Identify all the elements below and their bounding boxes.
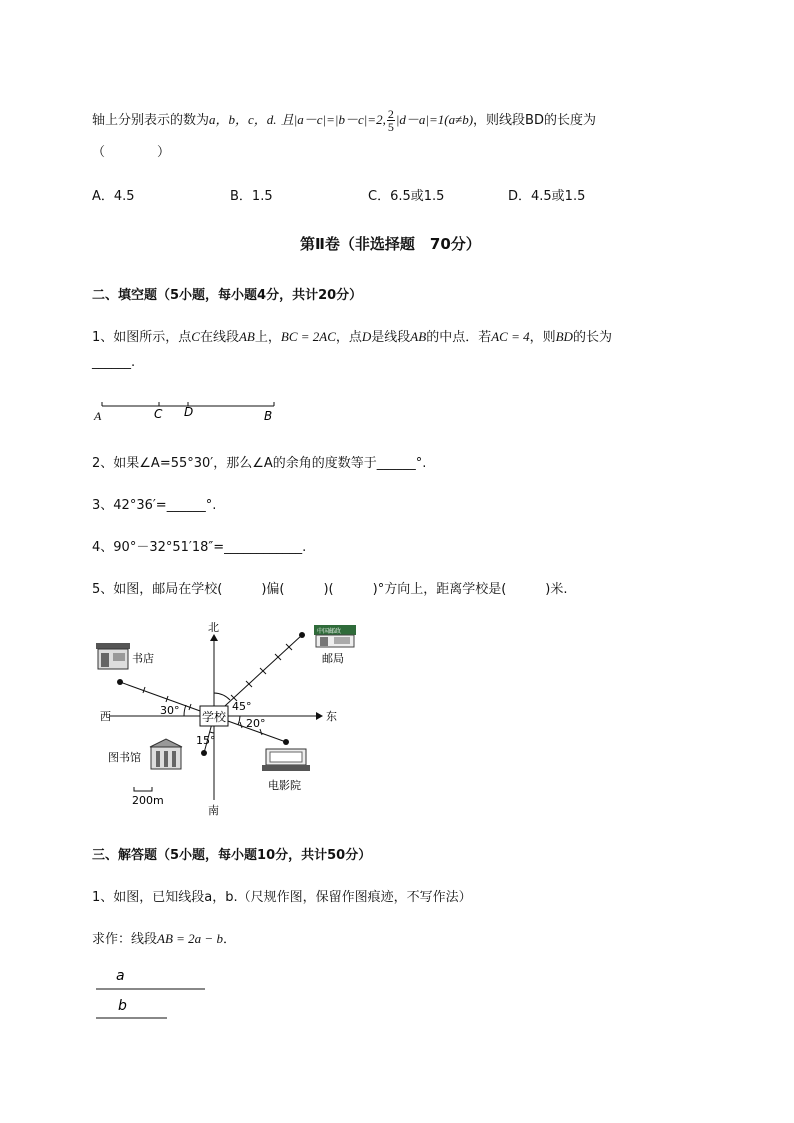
library-label: 图书馆	[108, 751, 141, 764]
prev-question-line	[92, 108, 596, 133]
segment-b-label: b	[118, 998, 127, 1014]
post-sign-label: 中国邮政	[317, 628, 342, 635]
prev-question-condition: 且|a－c|=|b－c|=2,	[280, 112, 386, 127]
answer-paren: （ ）	[92, 145, 171, 160]
scale-label: 200m	[132, 794, 164, 807]
fill-q3: 3、42°36′=______°.	[92, 498, 217, 513]
arc-20	[238, 716, 240, 725]
option-d: D．4.5或1.5	[508, 189, 586, 204]
part2-title: 第Ⅱ卷（非选择题 70分）	[300, 235, 481, 253]
prev-question-ask: ，则线段BD的长度为	[473, 113, 596, 128]
scale-bar	[134, 787, 152, 791]
solve-q1-line2: 求作：线段AB = 2a − b．	[92, 931, 236, 947]
label-east: 东	[326, 710, 337, 723]
label-c: C	[154, 407, 163, 421]
cinema-dot	[283, 739, 289, 745]
angle-45-label: 45°	[232, 700, 252, 713]
library-icon	[150, 739, 182, 769]
angle-20-label: 20°	[246, 717, 266, 730]
cinema-label: 电影院	[268, 779, 301, 792]
segment-a-label: a	[116, 968, 125, 984]
section2-heading: 二、填空题（5小题，每小题4分，共计20分）	[92, 288, 363, 303]
arc-45	[214, 693, 230, 700]
fill-q2: 2、如果∠A=55°30′，那么∠A的余角的度数等于______°.	[92, 456, 427, 471]
label-south: 南	[208, 804, 219, 817]
direction-map	[90, 615, 380, 820]
fill-q4: 4、90°－32°51′18″=____________.	[92, 540, 307, 555]
option-a: A．4.5	[92, 189, 135, 204]
label-north: 北	[208, 621, 219, 634]
post-office-label: 邮局	[322, 652, 344, 665]
post-office-dot	[299, 632, 305, 638]
prev-question-condition-2: |d－a|=1(a≠b)	[395, 112, 474, 127]
fill-q1-blank: ______.	[92, 355, 136, 370]
segment-diagram	[88, 396, 288, 426]
arc-15	[210, 732, 214, 733]
school-label: 学校	[202, 710, 227, 724]
arc-30	[184, 705, 186, 716]
option-c: C．6.5或1.5	[368, 189, 445, 204]
prev-question-text: 轴上分别表示的数为	[92, 113, 210, 128]
angle-15-label: 15°	[196, 734, 216, 747]
label-d: D	[184, 405, 194, 419]
solve-q1-line1: 1、如图，已知线段a，b.（尺规作图，保留作图痕迹，不写作法）	[92, 890, 472, 905]
bookstore-icon	[96, 643, 130, 669]
angle-30-label: 30°	[160, 704, 180, 717]
label-b: B	[264, 409, 273, 423]
prev-question-vars: a，b，c，d.	[209, 112, 277, 127]
bookstore-dot	[117, 679, 123, 685]
segments-ab-diagram	[90, 962, 220, 1024]
option-b: B．1.5	[230, 189, 273, 204]
bookstore-label: 书店	[132, 652, 154, 665]
cinema-icon	[262, 749, 310, 771]
label-west: 西	[100, 710, 111, 723]
fill-q1-text: 1、如图所示，点C在线段AB上，BC = 2AC，点D是线段AB的中点．若AC = 4，则BD的长为	[92, 329, 612, 345]
fill-q5: 5、如图，邮局在学校( )偏( )( )°方向上，距离学校是( )米.	[92, 582, 568, 597]
label-a: A	[94, 409, 102, 423]
fraction-two-fifths: $\frac{2}{5}$	[387, 107, 394, 134]
library-dot	[201, 750, 207, 756]
section3-heading: 三、解答题（5小题，每小题10分，共计50分）	[92, 848, 372, 863]
